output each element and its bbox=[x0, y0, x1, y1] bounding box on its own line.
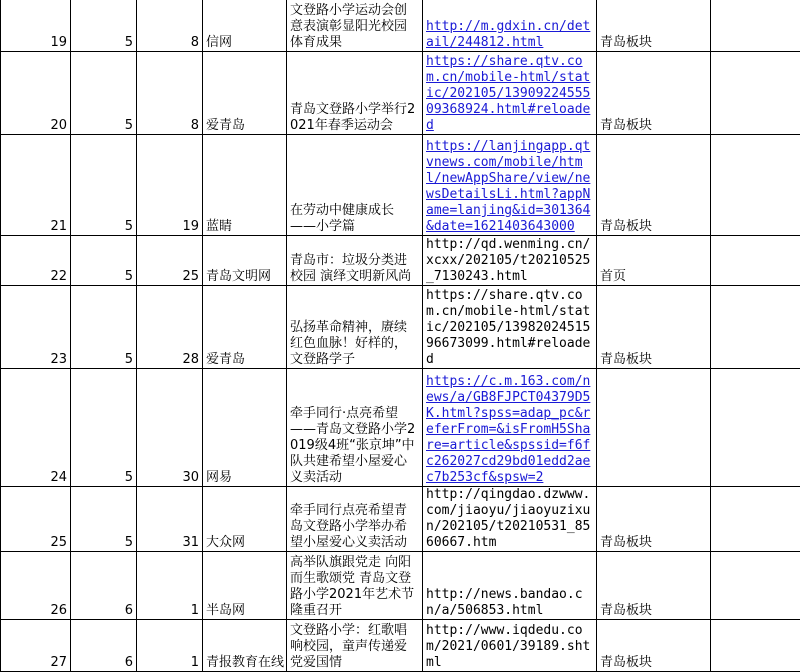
section-cell[interactable] bbox=[597, 52, 711, 135]
month-cell[interactable] bbox=[71, 52, 137, 135]
day-cell[interactable] bbox=[137, 552, 203, 620]
title-text: 牵手同行·点亮希望——青岛文登路小学2019级4班“张京坤”中队共建希望小屋爱心义卖活动 bbox=[290, 406, 419, 486]
section-cell[interactable] bbox=[597, 286, 711, 369]
url-cell[interactable] bbox=[423, 135, 597, 236]
row-number-cell[interactable] bbox=[1, 236, 71, 286]
month-cell[interactable] bbox=[71, 552, 137, 620]
day-text: 30 bbox=[140, 470, 199, 486]
url-cell[interactable] bbox=[423, 0, 597, 52]
source-text: 半岛网 bbox=[206, 603, 283, 619]
source-text: 爱青岛 bbox=[206, 118, 283, 134]
row-number-cell[interactable] bbox=[1, 620, 71, 672]
day-cell[interactable] bbox=[137, 135, 203, 236]
empty-cell[interactable] bbox=[711, 369, 800, 487]
title-text: 高举队旗跟党走 向阳而生歌颂党 青岛文登路小学2021年艺术节隆重召开 bbox=[290, 555, 419, 619]
title-cell[interactable] bbox=[287, 552, 423, 620]
section-text: 青岛板块 bbox=[600, 118, 707, 134]
month-text: 5 bbox=[74, 352, 133, 368]
month-cell[interactable] bbox=[71, 369, 137, 487]
day-text: 19 bbox=[140, 219, 199, 235]
section-cell[interactable] bbox=[597, 487, 711, 552]
section-cell[interactable] bbox=[597, 0, 711, 52]
empty-cell[interactable] bbox=[711, 620, 800, 672]
source-cell[interactable] bbox=[203, 369, 287, 487]
row-number-text: 24 bbox=[4, 470, 67, 486]
month-text: 5 bbox=[74, 35, 133, 51]
row-number-text: 25 bbox=[4, 535, 67, 551]
table-row bbox=[1, 286, 800, 369]
url-text: http://m.gdxin.cn/detail/244812.html bbox=[426, 19, 593, 51]
title-text: 文登路小学：红歌唱响校园，童声传递爱党爱国情 bbox=[290, 623, 419, 671]
title-cell[interactable] bbox=[287, 487, 423, 552]
url-text: http://qingdao.dzwww.com/jiaoyu/jiaoyuzixun/202105/t20210531_8560667.htm bbox=[426, 487, 593, 551]
row-number-text: 26 bbox=[4, 603, 67, 619]
title-cell[interactable] bbox=[287, 620, 423, 672]
day-text: 28 bbox=[140, 352, 199, 368]
url-cell[interactable] bbox=[423, 236, 597, 286]
title-cell[interactable] bbox=[287, 135, 423, 236]
row-number-cell[interactable] bbox=[1, 52, 71, 135]
url-cell[interactable] bbox=[423, 286, 597, 369]
section-cell[interactable] bbox=[597, 369, 711, 487]
title-text: 牵手同行点亮希望青岛文登路小学举办希望小屋爱心义卖活动 bbox=[290, 503, 419, 551]
day-cell[interactable] bbox=[137, 0, 203, 52]
section-cell[interactable] bbox=[597, 620, 711, 672]
title-cell[interactable] bbox=[287, 236, 423, 286]
table-row bbox=[1, 620, 800, 672]
source-text: 信网 bbox=[206, 35, 283, 51]
day-text: 31 bbox=[140, 535, 199, 551]
row-number-text: 20 bbox=[4, 118, 67, 134]
table-row bbox=[1, 0, 800, 52]
row-number-text: 19 bbox=[4, 35, 67, 51]
day-text: 1 bbox=[140, 603, 199, 619]
source-text: 青报教育在线 bbox=[206, 655, 283, 671]
url-cell[interactable] bbox=[423, 620, 597, 672]
row-number-text: 23 bbox=[4, 352, 67, 368]
month-cell[interactable] bbox=[71, 236, 137, 286]
table-row bbox=[1, 52, 800, 135]
section-text: 青岛板块 bbox=[600, 603, 707, 619]
title-cell[interactable] bbox=[287, 0, 423, 52]
source-cell[interactable] bbox=[203, 52, 287, 135]
source-cell[interactable] bbox=[203, 0, 287, 52]
section-text: 青岛板块 bbox=[600, 655, 707, 671]
source-text: 青岛文明网 bbox=[206, 269, 283, 285]
day-cell[interactable] bbox=[137, 487, 203, 552]
url-cell[interactable] bbox=[423, 369, 597, 487]
day-cell[interactable] bbox=[137, 52, 203, 135]
empty-cell[interactable] bbox=[711, 236, 800, 286]
title-text: 青岛市：垃圾分类进校园 演绎文明新风尚 bbox=[290, 253, 419, 285]
empty-cell[interactable] bbox=[711, 0, 800, 52]
url-text: http://www.iqdedu.com/2021/0601/39189.shtml bbox=[426, 623, 593, 671]
source-cell[interactable] bbox=[203, 286, 287, 369]
section-cell[interactable] bbox=[597, 552, 711, 620]
section-text: 青岛板块 bbox=[600, 352, 707, 368]
row-number-cell[interactable] bbox=[1, 135, 71, 236]
day-cell[interactable] bbox=[137, 369, 203, 487]
day-cell[interactable] bbox=[137, 286, 203, 369]
url-text: https://lanjingapp.qtvnews.com/mobile/html/newAppShare/view/newsDetailsLi.html?appName=lanjing&id=301364&date=1621403643000 bbox=[426, 139, 593, 235]
url-text: https://c.m.163.com/news/a/GB8FJPCT04379D5K.html?spss=adap_pc&referFrom=&isFromH5Share=article&spssid=f6fc262027cd29bd01edd2aec7b253cf&spsw=2 bbox=[426, 374, 593, 486]
section-cell[interactable] bbox=[597, 236, 711, 286]
title-text: 文登路小学运动会创意表演彰显阳光校园体育成果 bbox=[290, 3, 419, 51]
source-text: 爱青岛 bbox=[206, 352, 283, 368]
day-cell[interactable] bbox=[137, 236, 203, 286]
day-text: 1 bbox=[140, 655, 199, 671]
title-cell[interactable] bbox=[287, 286, 423, 369]
url-cell[interactable] bbox=[423, 52, 597, 135]
source-cell[interactable] bbox=[203, 135, 287, 236]
row-number-cell[interactable] bbox=[1, 369, 71, 487]
source-cell[interactable] bbox=[203, 620, 287, 672]
url-cell[interactable] bbox=[423, 487, 597, 552]
url-text: https://share.qtv.com.cn/mobile-html/static/202105/1398202451596673099.html#reloaded bbox=[426, 288, 593, 368]
empty-cell[interactable] bbox=[711, 135, 800, 236]
month-text: 5 bbox=[74, 118, 133, 134]
table-row bbox=[1, 369, 800, 487]
url-text: https://share.qtv.com.cn/mobile-html/static/202105/1390922455509368924.html#reloaded bbox=[426, 54, 593, 134]
month-cell[interactable] bbox=[71, 620, 137, 672]
empty-cell[interactable] bbox=[711, 487, 800, 552]
day-text: 25 bbox=[140, 269, 199, 285]
source-cell[interactable] bbox=[203, 236, 287, 286]
table-row bbox=[1, 552, 800, 620]
table-row bbox=[1, 135, 800, 236]
title-text: 在劳动中健康成长——小学篇 bbox=[290, 203, 419, 235]
month-text: 5 bbox=[74, 535, 133, 551]
row-number-cell[interactable] bbox=[1, 0, 71, 52]
month-cell[interactable] bbox=[71, 286, 137, 369]
month-cell[interactable] bbox=[71, 0, 137, 52]
title-cell[interactable] bbox=[287, 52, 423, 135]
month-cell[interactable] bbox=[71, 487, 137, 552]
row-number-text: 27 bbox=[4, 655, 67, 671]
url-cell[interactable] bbox=[423, 552, 597, 620]
empty-cell[interactable] bbox=[711, 52, 800, 135]
title-cell[interactable] bbox=[287, 369, 423, 487]
row-number-cell[interactable] bbox=[1, 286, 71, 369]
month-text: 5 bbox=[74, 470, 133, 486]
section-text: 首页 bbox=[600, 269, 707, 285]
source-text: 网易 bbox=[206, 470, 283, 486]
table-row bbox=[1, 236, 800, 286]
empty-cell[interactable] bbox=[711, 286, 800, 369]
section-cell[interactable] bbox=[597, 135, 711, 236]
source-text: 蓝睛 bbox=[206, 219, 283, 235]
source-cell[interactable] bbox=[203, 487, 287, 552]
section-text: 青岛板块 bbox=[600, 219, 707, 235]
section-text: 青岛板块 bbox=[600, 35, 707, 51]
day-cell[interactable] bbox=[137, 620, 203, 672]
section-text: 青岛板块 bbox=[600, 535, 707, 551]
url-text: http://qd.wenming.cn/xcxx/202105/t20210525_7130243.html bbox=[426, 237, 593, 285]
row-number-cell[interactable] bbox=[1, 552, 71, 620]
row-number-cell[interactable] bbox=[1, 487, 71, 552]
day-text: 8 bbox=[140, 35, 199, 51]
title-text: 弘扬革命精神，赓续红色血脉！好样的，文登路学子 bbox=[290, 320, 419, 368]
url-text: http://news.bandao.cn/a/506853.html bbox=[426, 587, 593, 619]
row-number-text: 21 bbox=[4, 219, 67, 235]
title-text: 青岛文登路小学举行2021年春季运动会 bbox=[290, 102, 419, 134]
month-text: 5 bbox=[74, 269, 133, 285]
day-text: 8 bbox=[140, 118, 199, 134]
month-cell[interactable] bbox=[71, 135, 137, 236]
source-cell[interactable] bbox=[203, 552, 287, 620]
row-number-text: 22 bbox=[4, 269, 67, 285]
table-row bbox=[1, 487, 800, 552]
month-text: 6 bbox=[74, 603, 133, 619]
month-text: 6 bbox=[74, 655, 133, 671]
empty-cell[interactable] bbox=[711, 552, 800, 620]
month-text: 5 bbox=[74, 219, 133, 235]
source-text: 大众网 bbox=[206, 535, 283, 551]
